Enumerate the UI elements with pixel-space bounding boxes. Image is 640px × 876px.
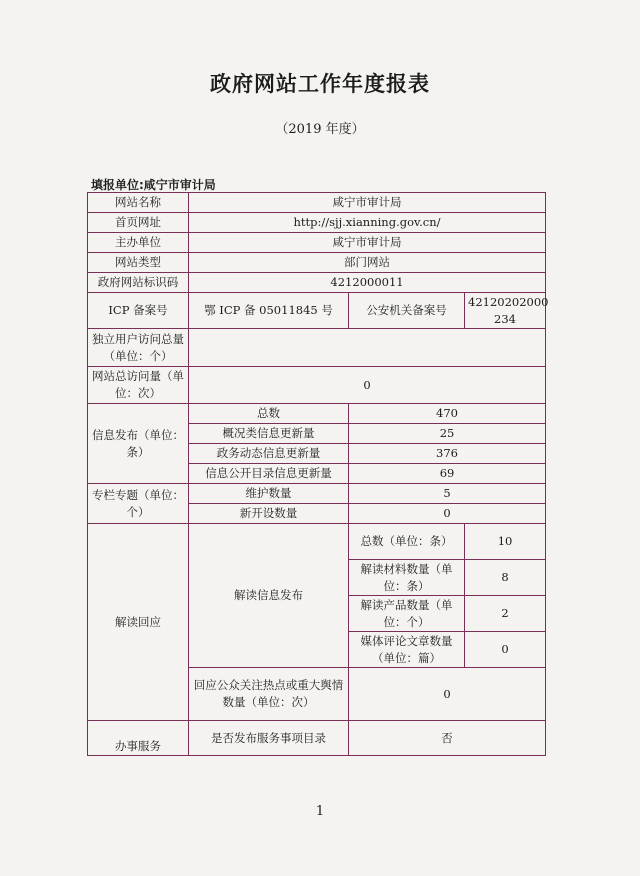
table-row [88, 367, 546, 404]
interp-item-label: 总数（单位：条） [349, 524, 465, 560]
interpretation-sub-label: 解读信息发布 [189, 524, 349, 668]
site-type-label: 网站类型 [88, 253, 189, 273]
site-type-value: 部门网站 [189, 253, 546, 273]
topic-item-value: 0 [349, 504, 546, 524]
hotspot-label: 回应公众关注热点或重大舆情数量（单位：次） [189, 668, 349, 721]
interp-item-label: 解读产品数量（单位：个） [349, 596, 465, 632]
site-id-label: 政府网站标识码 [88, 273, 189, 293]
interp-item-value: 10 [465, 524, 546, 560]
interp-item-value: 8 [465, 560, 546, 596]
table-row [88, 253, 546, 273]
report-table [87, 192, 549, 756]
home-url-label: 首页网址 [88, 213, 189, 233]
icp-value: 鄂 ICP 备 05011845 号 [189, 293, 349, 329]
unique-visitors-label: 独立用户访问总量（单位：个） [88, 329, 189, 367]
table-row [88, 293, 546, 329]
table-row [88, 329, 546, 367]
service-item-label: 是否发布服务事项目录 [189, 721, 349, 756]
unique-visitors-value [189, 329, 546, 367]
info-item-label: 总数 [189, 404, 349, 424]
service-label: 办事服务 [88, 721, 189, 756]
service-item-value: 否 [349, 721, 546, 756]
table-row [88, 524, 546, 560]
info-item-label: 信息公开目录信息更新量 [189, 464, 349, 484]
interp-item-label: 解读材料数量（单位：条） [349, 560, 465, 596]
table-row [88, 213, 546, 233]
page-number: 1 [315, 804, 325, 819]
interp-item-label: 媒体评论文章数量（单位：篇） [349, 632, 465, 668]
interp-item-value: 2 [465, 596, 546, 632]
filling-unit: 填报单位:咸宁市审计局 [91, 178, 216, 192]
report-year: （2019 年度） [275, 122, 365, 137]
table-row [88, 193, 546, 213]
site-name-value: 咸宁市审计局 [189, 193, 546, 213]
hotspot-value: 0 [349, 668, 546, 721]
table-row [88, 484, 546, 504]
table-row [88, 404, 546, 424]
info-item-value: 69 [349, 464, 546, 484]
police-record-label: 公安机关备案号 [349, 293, 465, 329]
total-visits-value: 0 [189, 367, 546, 404]
sponsor-label: 主办单位 [88, 233, 189, 253]
interpretation-label: 解读回应 [88, 524, 189, 721]
report-title: 政府网站工作年度报表 [210, 72, 430, 96]
info-item-label: 概况类信息更新量 [189, 424, 349, 444]
topic-item-label: 新开设数量 [189, 504, 349, 524]
icp-label: ICP 备案号 [88, 293, 189, 329]
police-record-value: 42120202000 234 [465, 293, 546, 329]
interp-item-value: 0 [465, 632, 546, 668]
column-topics-label: 专栏专题（单位：个） [88, 484, 189, 524]
topic-item-value: 5 [349, 484, 546, 504]
info-item-label: 政务动态信息更新量 [189, 444, 349, 464]
site-id-value: 4212000011 [189, 273, 546, 293]
sponsor-value: 咸宁市审计局 [189, 233, 546, 253]
info-item-value: 376 [349, 444, 546, 464]
home-url-value: http://sjj.xianning.gov.cn/ [189, 213, 546, 233]
site-name-label: 网站名称 [88, 193, 189, 213]
table-row [88, 721, 546, 756]
info-item-value: 25 [349, 424, 546, 444]
table-row [88, 273, 546, 293]
topic-item-label: 维护数量 [189, 484, 349, 504]
table-row [88, 233, 546, 253]
info-publish-label: 信息发布（单位：条） [88, 404, 189, 484]
total-visits-label: 网站总访问量（单位：次） [88, 367, 189, 404]
info-item-value: 470 [349, 404, 546, 424]
